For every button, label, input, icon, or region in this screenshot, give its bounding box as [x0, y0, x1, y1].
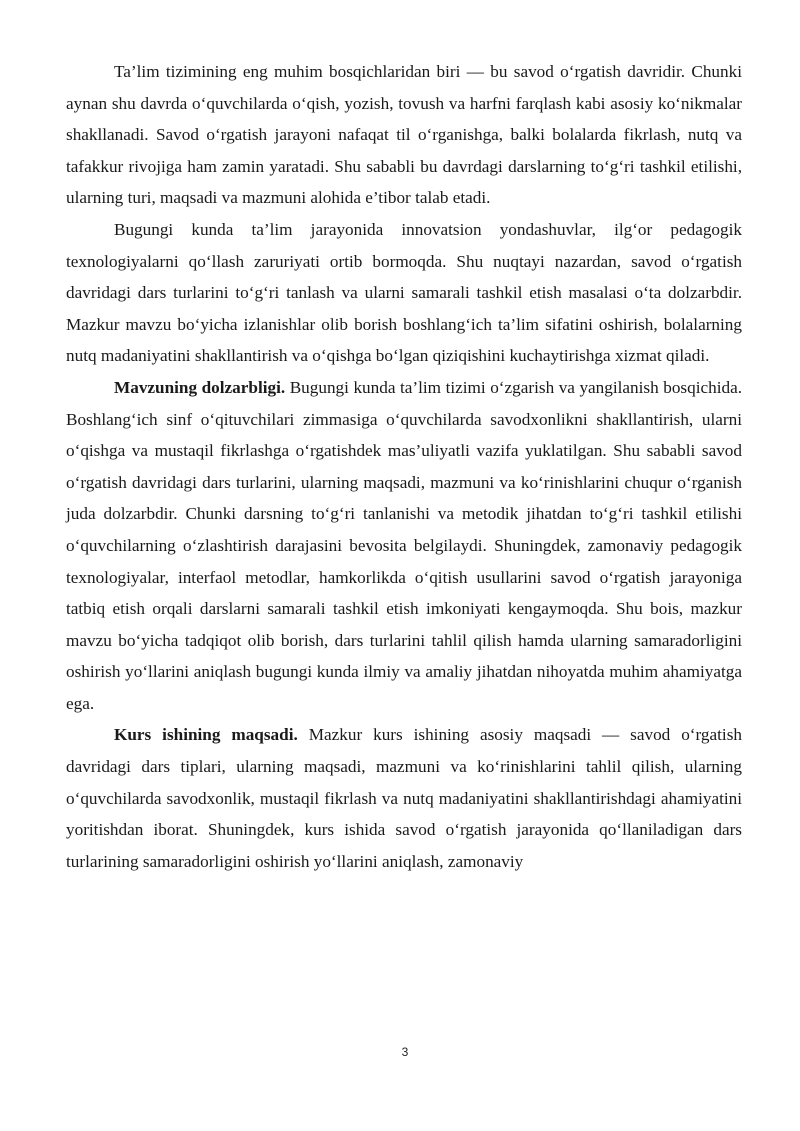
paragraph-1-text: Ta’lim tizimining eng muhim bosqichlaridan biri — bu savod o‘rgatish davridir. Chunki aynan shu davrda o‘quvchilarda o‘qish, yozish, tovush va harfni farqlash kabi asosiy ko‘nikmalar shakllanadi. Savod o‘rgatish jarayoni nafaqat til o‘rganishga, balki bolalarda fikrlash, nutq va tafakkur rivojiga ham zamin yaratadi. Shu sababli bu davrdagi darslarning to‘g‘ri tashkil etilishi, ularning turi, maqsadi va mazmuni alohida e’tibor talab etadi.: [66, 62, 742, 208]
document-page: [66, 56, 742, 877]
paragraph-goal: [66, 719, 742, 877]
paragraph-relevance: [66, 372, 742, 720]
paragraph-2: [66, 214, 742, 372]
relevance-heading: Mavzuning dolzarbligi.: [114, 377, 286, 397]
paragraph-1: [66, 56, 742, 214]
page-number: 3: [401, 1045, 409, 1059]
relevance-text: Bugungi kunda ta’lim tizimi o‘zgarish va yangilanish bosqichida. Boshlang‘ich sinf o‘qituvchilari zimmasiga o‘quvchilarda savodxonlikni shakllantirish, ularni o‘qishga va mustaqil fikrlashga o‘rgatishdek mas’uliyatli vazifa yuklatilgan. Shu sababli savod o‘rgatish davridagi dars turlarini, ularning maqsadi, mazmuni va ko‘rinishlarini chuqur o‘rganish juda dolzarbdir. Chunki darsning to‘g‘ri tanlanishi va metodik jihatdan to‘g‘ri tashkil etilishi o‘quvchilarning o‘zlashtirish darajasini bevosita belgilaydi. Shuningdek, zamonaviy pedagogik texnologiyalar, interfaol metodlar, hamkorlikda o‘qitish usullarini savod o‘rgatish jarayoniga tatbiq etish orqali darslarni samarali tashkil etish imkoniyati kengaymoqda. Shu bois, mazkur mavzu bo‘yicha tadqiqot olib borish, dars turlarini tahlil qilish hamda ularning samaradorligini oshirish yo‘llarini aniqlash bugungi kunda ilmiy va amaliy jihatdan nihoyatda muhim ahamiyatga ega.: [66, 377, 742, 713]
paragraph-2-text: Bugungi kunda ta’lim jarayonida innovatsion yondashuvlar, ilg‘or pedagogik texnologiyalarni qo‘llash zaruriyati ortib bormoqda. Shu nuqtayi nazardan, savod o‘rgatish davridagi dars turlarini to‘g‘ri tanlash va ularni samarali tashkil etish masalasi o‘ta dolzarbdir. Mazkur mavzu bo‘yicha izlanishlar olib borish boshlang‘ich ta’lim sifatini oshirish, bolalarning nutq madaniyatini shakllantirish va o‘qishga bo‘lgan qiziqishini kuchaytirishga xizmat qiladi.: [66, 219, 742, 366]
goal-heading: Kurs ishining maqsadi.: [114, 725, 298, 745]
goal-text: Mazkur kurs ishining asosiy maqsadi — savod o‘rgatish davridagi dars tiplari, ularning maqsadi, mazmuni va ko‘rinishlarini tahlil qilish, ularning o‘quvchilarda savodxonlik, mustaqil fikrlash va nutq madaniyatini shakllantirishdagi ahamiyatini yoritishdan iborat. Shuningdek, kurs ishida savod o‘rgatish jarayonida qo‘llaniladigan dars turlarining samaradorligini oshirish yo‘llarini aniqlash, zamonaviy: [66, 725, 742, 871]
